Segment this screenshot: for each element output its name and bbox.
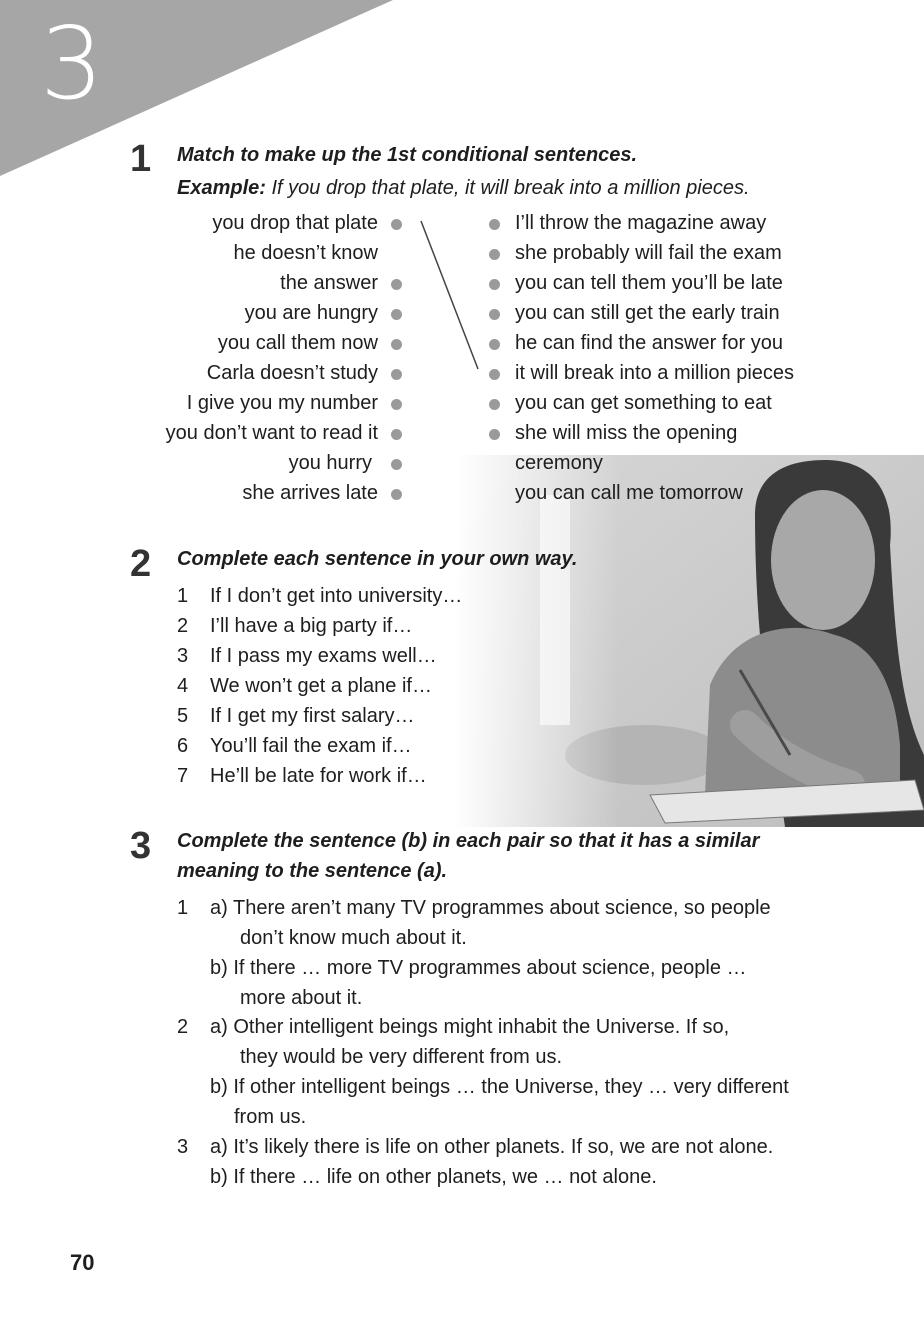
match-dot[interactable] (391, 429, 402, 440)
example-sentence (177, 177, 750, 200)
item-number: 5 (177, 705, 189, 727)
example-label: Example: (177, 177, 266, 199)
match-dot[interactable] (489, 369, 500, 380)
item-number: 7 (177, 765, 189, 787)
sentence-a-cont: don’t know much about it. (240, 927, 467, 949)
match-dot[interactable] (391, 309, 402, 320)
left-item: you don’t want to read it (165, 422, 378, 444)
match-dot[interactable] (489, 279, 500, 290)
sentence-stem: He’ll be late for work if… (210, 765, 427, 787)
match-dot[interactable] (391, 339, 402, 350)
right-item: it will break into a million pieces (515, 362, 795, 384)
item-number: 6 (177, 735, 189, 757)
page-number: 70 (70, 1250, 95, 1275)
right-item: he can find the answer for you (515, 332, 783, 354)
match-dot[interactable] (391, 369, 402, 380)
match-dot[interactable] (489, 219, 500, 230)
sentence-a: a) Other intelligent beings might inhabit the Universe. If so, (210, 1016, 730, 1038)
exercise-3-title-line-1: Complete the sentence (b) in each pair so that it has a similar (177, 830, 760, 852)
sentence-stem: If I get my first salary… (210, 705, 415, 727)
item-number: 1 (177, 585, 189, 607)
item-number: 2 (177, 1016, 189, 1038)
exercise-2-number: 2 (130, 543, 152, 585)
match-dot[interactable] (391, 219, 402, 230)
sentence-a-cont: they would be very different from us. (240, 1046, 563, 1068)
left-item: you drop that plate (212, 212, 378, 234)
sentence-b-cont: from us. (234, 1106, 307, 1128)
sentence-stem: If I don’t get into university… (210, 585, 463, 607)
item-number: 1 (177, 897, 189, 919)
sentence-b-cont: more about it. (240, 987, 363, 1009)
exercise-3-number: 3 (130, 825, 152, 867)
sentence-a: a) There aren’t many TV programmes about science, so people (210, 897, 771, 919)
item-number: 2 (177, 615, 189, 637)
sentence-b: b) If there … more TV programmes about science, people … (210, 957, 747, 979)
left-item: I give you my number (186, 392, 378, 414)
item-number: 3 (177, 1136, 189, 1158)
example-match-line (410, 215, 490, 380)
item-number: 4 (177, 675, 189, 697)
unit-number: 3 (40, 5, 104, 122)
exercise-3-title-line-2: meaning to the sentence (a). (177, 860, 448, 882)
example-text: If you drop that plate, it will break into a million pieces. (265, 177, 750, 199)
exercise-2-title: Complete each sentence in your own way. (177, 548, 578, 570)
left-item: she arrives late (242, 482, 378, 504)
right-item: you can get something to eat (515, 392, 772, 414)
sentence-stem: We won’t get a plane if… (210, 675, 432, 697)
match-dot[interactable] (489, 429, 500, 440)
match-dot[interactable] (489, 309, 500, 320)
student-studying-photo (455, 455, 924, 827)
left-item: you are hungry (244, 302, 378, 324)
sentence-stem: I’ll have a big party if… (210, 615, 413, 637)
match-dot[interactable] (391, 459, 402, 470)
right-item: ceremony (515, 452, 603, 474)
sentence-a: a) It’s likely there is life on other planets. If so, we are not alone. (210, 1136, 774, 1158)
match-dot[interactable] (489, 249, 500, 260)
match-dot[interactable] (489, 339, 500, 350)
sentence-stem: If I pass my exams well… (210, 645, 437, 667)
right-item: she will miss the opening (515, 422, 738, 444)
left-item: he doesn’t know (233, 242, 378, 264)
sentence-stem: You’ll fail the exam if… (210, 735, 412, 757)
left-item: Carla doesn’t study (206, 362, 378, 384)
match-dot[interactable] (391, 489, 402, 500)
right-item: you can tell them you’ll be late (515, 272, 783, 294)
left-item: you call them now (217, 332, 378, 354)
right-item: you can still get the early train (515, 302, 780, 324)
left-item: you hurry (288, 452, 372, 474)
exercise-1-number: 1 (130, 138, 152, 180)
sentence-b: b) If other intelligent beings … the Universe, they … very different (210, 1076, 789, 1098)
right-item: she probably will fail the exam (515, 242, 782, 264)
sentence-b: b) If there … life on other planets, we … not alone. (210, 1166, 657, 1188)
left-item: the answer (280, 272, 378, 294)
match-dot[interactable] (391, 279, 402, 290)
right-item: you can call me tomorrow (515, 482, 743, 504)
right-item: I’ll throw the magazine away (515, 212, 767, 234)
match-dot[interactable] (489, 399, 500, 410)
exercise-1-title: Match to make up the 1st conditional sentences. (177, 144, 638, 166)
match-dot[interactable] (391, 399, 402, 410)
item-number: 3 (177, 645, 189, 667)
